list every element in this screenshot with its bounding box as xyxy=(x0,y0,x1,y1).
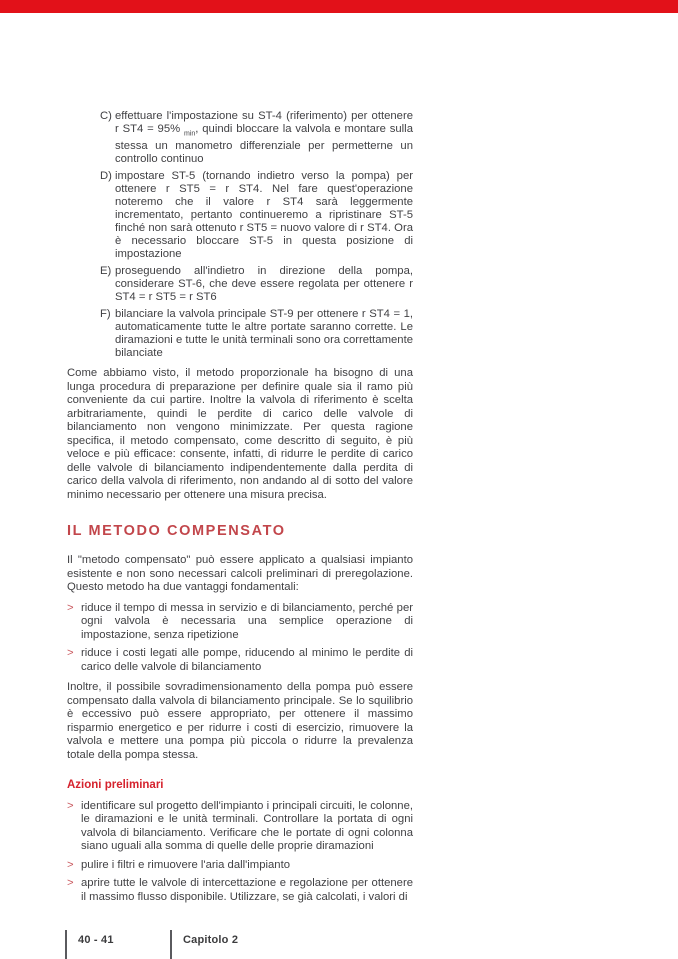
item-label: E) xyxy=(100,265,112,278)
item-text: impostare ST-5 (tornando indietro verso la pompa) per ottenere r ST5 = r ST4. Nel fare quest'operazione noteremo che il valore r ST4 sarà leggermente incrementato, pertanto continueremo a ripristinare ST-5 finché non sarà ottenuto r ST5 = nuovo valore di r ST4. Ora è necessario bloccare ST-5 in questa posizione di impostazione xyxy=(115,170,413,261)
chevron-bullet-icon: > xyxy=(67,799,74,812)
lettered-item-d xyxy=(100,170,413,261)
item-text xyxy=(115,110,413,166)
chevron-bullet-icon: > xyxy=(67,858,74,871)
item-text-after-sub: , quindi bloccare la valvola e montare sulla stessa un manometro differenziale per permetterne un controllo continuo xyxy=(115,123,413,166)
paragraph-compensated-intro: Il "metodo compensato" può essere applicato a qualsiasi impianto esistente e non sono necessari calcoli preliminari di preregolazione. Questo metodo ha due vantaggi fondamentali: xyxy=(67,554,413,594)
bullet-item xyxy=(67,800,413,854)
top-accent-bar xyxy=(0,0,678,13)
bullet-text: identificare sul progetto dell'impianto i principali circuiti, le colonne, le diramazioni e le unità terminali. Controllare la portata di ogni valvola di bilanciamento. Verificare che le portate di ogni colonna siano uguali alla somma di quelle delle proprie diramazioni xyxy=(81,799,413,853)
bullet-text: aprire tutte le valvole di intercettazione e regolazione per ottenere il massimo flusso disponibile. Utilizzare, se già calcolati, i valori di xyxy=(81,877,413,903)
page-content xyxy=(67,110,413,909)
item-label: D) xyxy=(100,170,112,183)
section-heading-compensated-method: IL METODO COMPENSATO xyxy=(67,523,286,540)
chevron-bullet-icon: > xyxy=(67,877,74,890)
item-text: bilanciare la valvola principale ST-9 per ottenere r ST4 = 1, automaticamente tutte le altre portate saranno corrette. Le diramazioni e tutte le unità terminali sono ora correttamente bilanciate xyxy=(115,308,413,360)
bullet-item xyxy=(67,647,413,674)
bullet-item xyxy=(67,877,413,904)
item-text: proseguendo all'indietro in direzione della pompa, considerare ST-6, che deve essere regolata per ottenere r ST4 = r ST5 = r ST6 xyxy=(115,265,413,304)
lettered-list xyxy=(100,110,413,360)
chevron-bullet-icon: > xyxy=(67,647,74,660)
bullet-item xyxy=(67,602,413,643)
item-label: C) xyxy=(100,110,112,122)
bullet-text: riduce il tempo di messa in servizio e di bilanciamento, perché per ogni valvola è necessaria una semplice operazione di impostazione, senza ripetizione xyxy=(81,601,413,641)
bullet-text: pulire i filtri e rimuovere l'aria dall'impianto xyxy=(81,858,290,871)
chevron-bullet-icon: > xyxy=(67,601,74,614)
advantages-bullet-list xyxy=(67,602,413,675)
bullet-text: riduce i costi legati alle pompe, riducendo al minimo le perdite di carico delle valvole di bilanciamento xyxy=(81,647,413,673)
item-label: F) xyxy=(100,308,111,321)
chapter-label: Capitolo 2 xyxy=(183,934,239,946)
lettered-item-e xyxy=(100,265,413,304)
footer-divider xyxy=(65,930,67,959)
lettered-item-f xyxy=(100,308,413,360)
item-text-before-sub: effettuare l'impostazione su ST-4 (riferimento) per ottenere r ST4 = 95% xyxy=(115,110,413,135)
lettered-item-c xyxy=(100,110,413,166)
subsection-heading-preliminary-actions: Azioni preliminari xyxy=(67,779,164,792)
preliminary-actions-bullet-list xyxy=(67,800,413,905)
bullet-item xyxy=(67,859,413,873)
footer-divider xyxy=(170,930,172,959)
subscript-min: min xyxy=(184,130,196,138)
paragraph-method-proportional: Come abbiamo visto, il metodo proporzionale ha bisogno di una lunga procedura di preparazione per definire quale sia il ramo più conveniente da cui partire. Inoltre la valvola di riferimento è scelta arbitrariamente, quindi le perdite di carico delle valvole di bilanciamento non vengono minimizzate. Per questa ragione specifica, il metodo compensato, come descritto di seguito, è più veloce e più efficace: consente, infatti, di ridurre le perdite di carico delle valvole di bilanciamento indipendentemente dalla perdita di carico della valvola di riferimento, non andando al di sotto del valore minimo necessario per ottenere una misura precisa. xyxy=(67,367,413,501)
page-number: 40 - 41 xyxy=(78,934,114,946)
paragraph-pump-oversizing: Inoltre, il possibile sovradimensionamento della pompa può essere compensato dalla valvola di bilanciamento principale. Se lo squilibrio è eccessivo può essere appropriato, per ottenere il massimo risparmio energetico e per ridurre i costi di esercizio, rimuovere la valvola e mettere una pompa più piccola o ridurre la prevalenza totale della pompa stessa. xyxy=(67,681,413,761)
